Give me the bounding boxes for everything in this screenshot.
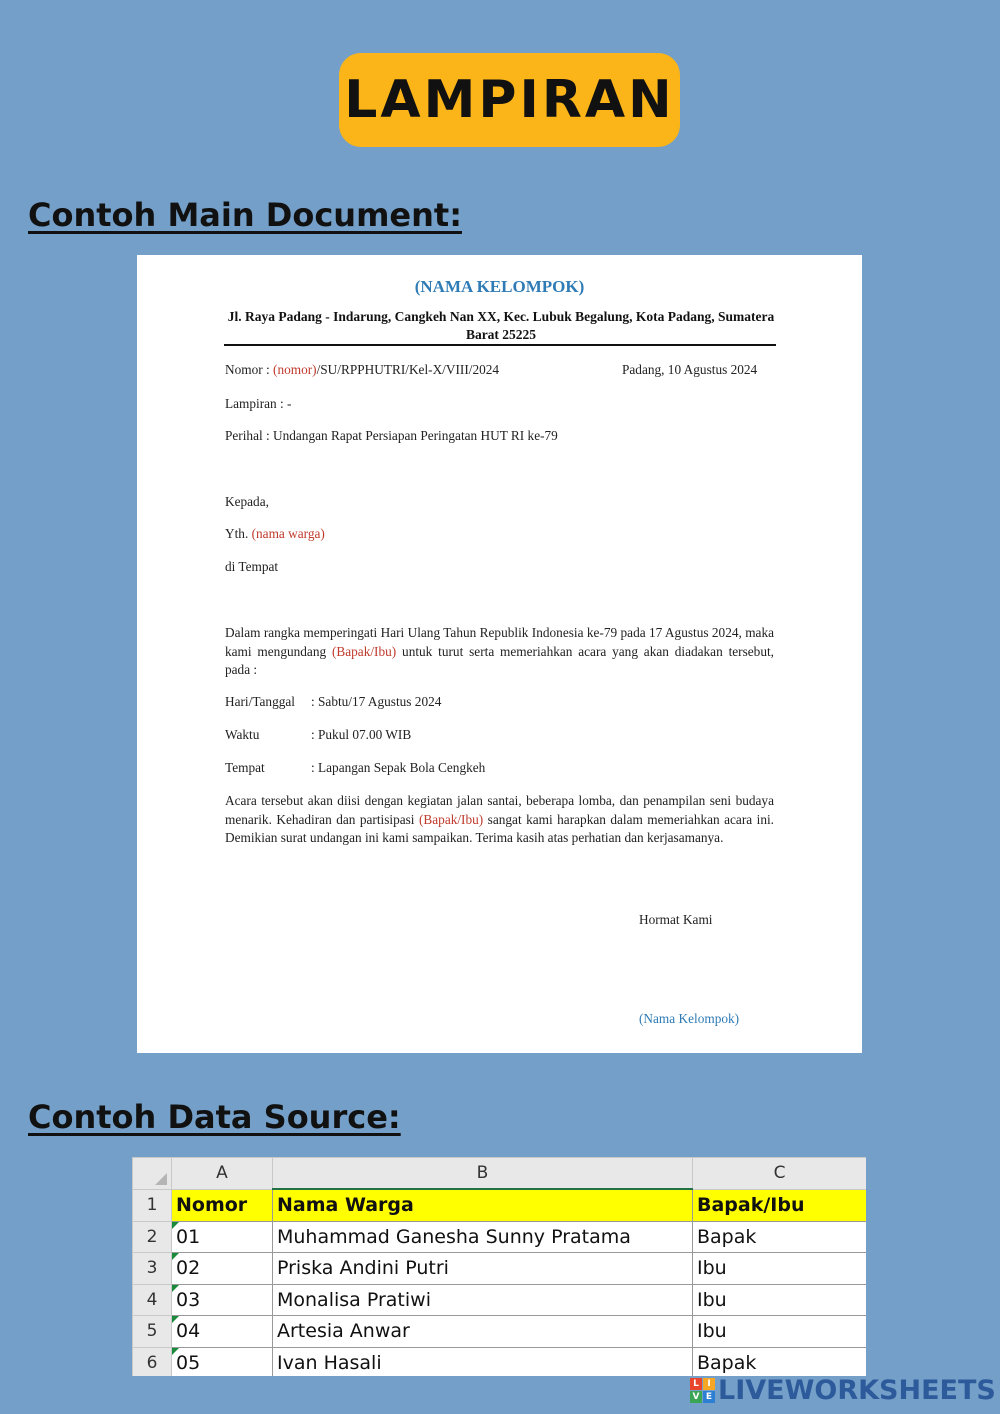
letterhead-rule: [224, 344, 776, 346]
text-number-indicator-icon: [172, 1316, 179, 1323]
letter-tempat-value: : Lapangan Sepak Bola Cengkeh: [311, 760, 486, 775]
row-number[interactable]: 1: [133, 1189, 172, 1221]
letter-yth: Yth. (nama warga): [225, 526, 325, 541]
table-row: [133, 1253, 867, 1285]
letter-lampiran: Lampiran : -: [225, 396, 292, 411]
table-row: [133, 1316, 867, 1348]
letter-paragraph-2: Acara tersebut akan diisi dengan kegiatan jalan santai, beberapa lomba, dan penampilan seni budaya menarik. Kehadiran dan partisipasi (Bapak/Ibu) sangat kami harapkan dalam memeriahkan acara ini. Demikian surat undangan ini kami sampaikan. Terima kasih atas perhatian dan kerjasamanya.: [225, 793, 774, 845]
letter-paragraph-1: Dalam rangka memperingati Hari Ulang Tahun Republik Indonesia ke-79 pada 17 Agustus 2024, maka kami mengundang (Bapak/Ibu) untuk turut serta memeriahkan acara yang akan diadakan tersebut, pada :: [225, 625, 774, 677]
letter-hari-label: Hari/Tanggal: [225, 694, 295, 709]
main-document-sample: [137, 255, 862, 1053]
letter-address: Jl. Raya Padang - Indarung, Cangkeh Nan XX, Kec. Lubuk Begalung, Kota Padang, Sumatera Barat 25225: [227, 309, 775, 342]
header-cell-bapak-ibu[interactable]: Bapak/Ibu: [693, 1189, 867, 1221]
cell-nama-warga[interactable]: Monalisa Pratiwi: [273, 1284, 693, 1316]
row-number[interactable]: 5: [133, 1316, 172, 1348]
section-heading-main-document: Contoh Main Document:: [28, 196, 462, 234]
brand-name: LIVEWORKSHEETS: [718, 1374, 996, 1406]
cell-nama-warga[interactable]: Priska Andini Putri: [273, 1253, 693, 1285]
section-heading-data-source: Contoh Data Source:: [28, 1098, 401, 1136]
text-number-indicator-icon: [172, 1348, 179, 1355]
merge-field-nama-warga: (nama warga): [251, 526, 325, 541]
cell-bapak-ibu[interactable]: Ibu: [693, 1253, 867, 1285]
row-number[interactable]: 2: [133, 1221, 172, 1253]
letter-nomor: Nomor : (nomor)/SU/RPPHUTRI/Kel-X/VIII/2024: [225, 362, 500, 377]
cell-nama-warga[interactable]: Artesia Anwar: [273, 1316, 693, 1348]
text-number-indicator-icon: [172, 1285, 179, 1292]
column-header-b[interactable]: B: [273, 1158, 693, 1190]
text-number-indicator-icon: [172, 1222, 179, 1229]
letter-di-tempat: di Tempat: [225, 559, 279, 574]
page-title: LAMPIRAN: [344, 70, 675, 130]
column-header-c[interactable]: C: [693, 1158, 867, 1190]
letter-hari-value: : Sabtu/17 Agustus 2024: [311, 694, 442, 709]
cell-bapak-ibu[interactable]: Ibu: [693, 1316, 867, 1348]
merge-field-bapak-ibu: (Bapak/Ibu): [418, 811, 484, 827]
cell-bapak-ibu[interactable]: Ibu: [693, 1284, 867, 1316]
table-row: [133, 1284, 867, 1316]
cell-nomor[interactable]: 04: [172, 1316, 273, 1348]
merge-field-nomor: (nomor): [273, 362, 317, 377]
row-number[interactable]: 4: [133, 1284, 172, 1316]
cell-bapak-ibu[interactable]: Bapak: [693, 1221, 867, 1253]
select-all-corner[interactable]: [133, 1158, 172, 1190]
letter-perihal: Perihal : Undangan Rapat Persiapan Peringatan HUT RI ke-79: [225, 428, 558, 443]
table-row: [133, 1347, 867, 1376]
cell-nomor[interactable]: 05: [172, 1347, 273, 1376]
live-grid-icon: [690, 1378, 715, 1403]
letter-tempat-label: Tempat: [225, 760, 265, 775]
logo-letter: V: [690, 1391, 702, 1403]
merge-field-bapak-ibu: (Bapak/Ibu): [331, 643, 397, 659]
cell-nama-warga[interactable]: Muhammad Ganesha Sunny Pratama: [273, 1221, 693, 1253]
letter-signature: (Nama Kelompok): [639, 1011, 740, 1026]
letter-closing: Hormat Kami: [639, 912, 713, 927]
liveworksheets-logo[interactable]: [690, 1374, 996, 1406]
logo-letter: E: [703, 1391, 715, 1403]
cell-bapak-ibu[interactable]: Bapak: [693, 1347, 867, 1376]
logo-letter: I: [703, 1378, 715, 1390]
row-number[interactable]: 3: [133, 1253, 172, 1285]
table-row: [133, 1221, 867, 1253]
logo-letter: L: [690, 1378, 702, 1390]
cell-nomor[interactable]: 02: [172, 1253, 273, 1285]
column-header-a[interactable]: A: [172, 1158, 273, 1190]
letter-place-date: Padang, 10 Agustus 2024: [622, 362, 758, 377]
letter-waktu-label: Waktu: [225, 727, 260, 742]
header-cell-nomor[interactable]: Nomor: [172, 1189, 273, 1221]
cell-nomor[interactable]: 03: [172, 1284, 273, 1316]
data-source-spreadsheet: [132, 1157, 866, 1376]
table-header-row: [133, 1189, 867, 1221]
cell-nama-warga[interactable]: Ivan Hasali: [273, 1347, 693, 1376]
cell-nomor[interactable]: 01: [172, 1221, 273, 1253]
header-cell-nama-warga[interactable]: Nama Warga: [273, 1189, 693, 1221]
letter-waktu-value: : Pukul 07.00 WIB: [311, 727, 412, 742]
letter-org-name: (NAMA KELOMPOK): [414, 277, 585, 296]
letter-kepada: Kepada,: [225, 494, 269, 509]
text-number-indicator-icon: [172, 1253, 179, 1260]
row-number[interactable]: 6: [133, 1347, 172, 1376]
title-badge: [339, 53, 680, 147]
